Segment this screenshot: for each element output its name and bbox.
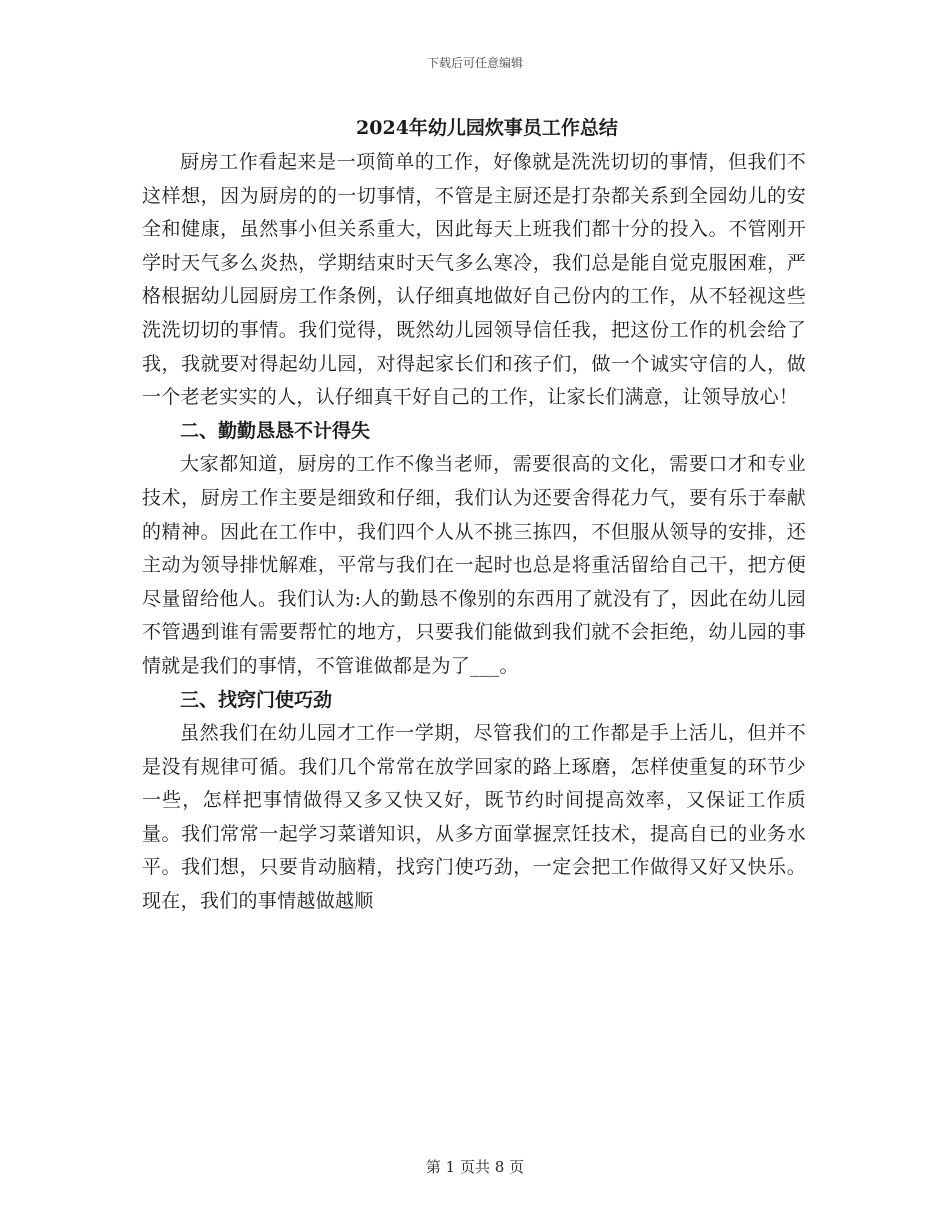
paragraph-intro: 厨房工作看起来是一项简单的工作，好像就是洗洗切切的事情，但我们不这样想，因为厨房的的一切事情，不管是主厨还是打杂都关系到全园幼儿的安全和健康，虽然事小但关系重大，因此每天上班我们都十分的投入。不管刚开学时天气多么炎热，学期结束时天气多么寒冷，我们总是能自觉克服困难，严格根据幼儿园厨房工作条例，认仔细真地做好自己份内的工作，从不轻视这些洗洗切切的事情。我们觉得，既然幼儿园领导信任我，把这份工作的机会给了我，我就要对得起幼儿园，对得起家长们和孩子们，做一个诚实守信的人，做一个老老实实的人，认仔细真干好自己的工作，让家长们满意，让领导放心！ (142, 151, 806, 409)
paragraph-section-3: 虽然我们在幼儿园才工作一学期，尽管我们的工作都是手上活儿，但并不是没有规律可循。我们几个常常在放学回家的路上琢磨，怎样使重复的环节少一些，怎样把事情做得又多又快又好，既节约时间提高效率，又保证工作质量。我们常常一起学习菜谱知识，从多方面掌握烹饪技术，提高自已的业务水平。我们想，只要肯动脑精，找窍门使巧劲，一定会把工作做得又好又快乐。现在，我们的事情越做越顺 (142, 722, 806, 913)
page-number: 第 1 页共 8 页 (425, 1158, 525, 1176)
document-title: 2024年幼儿园炊事员工作总结 (356, 117, 618, 139)
document-body (142, 110, 806, 919)
section-heading-3: 三、找窍门使巧劲 (180, 688, 333, 711)
section-heading-2: 二、勤勤恳恳不计得失 (180, 419, 371, 442)
paragraph-section-2: 大家都知道，厨房的工作不像当老师，需要很高的文化，需要口才和专业技术，厨房工作主要是细致和仔细，我们认为还要舍得花力气，要有乐于奉献的精神。因此在工作中，我们四个人从不挑三拣四，不但服从领导的安排，还主动为领导排忧解难，平常与我们在一起时也总是将重活留给自己干，把方便尽量留给他人。我们认为:人的勤恳不像别的东西用了就没有了，因此在幼儿园不管遇到谁有需要帮忙的地方，只要我们能做到我们就不会拒绝，幼儿园的事情就是我们的事情，不管谁做都是为了___。 (142, 453, 806, 677)
header-note: 下载后可任意编辑 (426, 56, 523, 70)
